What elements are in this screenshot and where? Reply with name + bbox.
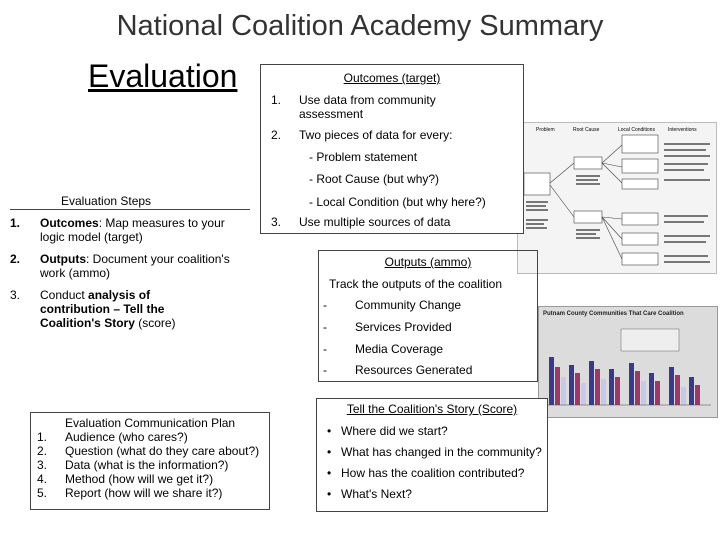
- outcomes-num-3: 3.: [271, 215, 282, 229]
- story-bullet-2: •: [327, 445, 332, 459]
- outputs-item-media-coverage: Media Coverage: [355, 342, 444, 356]
- diagram-flow: [518, 123, 716, 273]
- story-item-1: Where did we start?: [341, 424, 448, 438]
- comm-plan-item-1: Audience (who cares?): [65, 430, 188, 444]
- outputs-dash-3: -: [323, 342, 327, 356]
- comm-plan-item-2: Question (what do they care about?): [65, 444, 260, 458]
- page-title: National Coalition Academy Summary: [116, 10, 604, 42]
- outcomes-subitem-local-condition: - Local Condition (but why here?): [309, 195, 486, 209]
- outputs-item-community-change: Community Change: [355, 298, 462, 312]
- steps-item-2-bold: Outputs: [40, 252, 86, 266]
- steps-num-1: 1.: [10, 216, 21, 230]
- diagram-col-root-cause: Root Cause: [573, 127, 600, 133]
- comm-plan-header: Evaluation Communication Plan: [65, 416, 236, 430]
- story-header: Tell the Coalition's Story (Score): [346, 402, 518, 416]
- diagram-col-interventions: Interventions: [668, 127, 697, 133]
- steps-item-3-bold: analysis of contribution – Tell the Coalition's Story: [40, 288, 165, 330]
- steps-item-1: [40, 216, 250, 244]
- comm-plan-item-5: Report (how will we share it?): [65, 486, 223, 500]
- steps-item-1-bold: Outcomes: [40, 216, 99, 230]
- outputs-intro: Track the outputs of the coalition: [329, 277, 502, 291]
- outputs-dash-2: -: [323, 320, 327, 334]
- outcomes-item-1: Use data from community assessment: [299, 93, 436, 121]
- outputs-header: Outputs (ammo): [384, 255, 472, 269]
- steps-item-1-text: : Map measures to your logic model (target): [40, 216, 225, 244]
- story-item-2: What has changed in the community?: [341, 445, 542, 459]
- story-box: [316, 398, 548, 512]
- outcomes-subitem-problem: - Problem statement: [309, 150, 418, 164]
- outputs-item-services-provided: Services Provided: [355, 320, 452, 334]
- outputs-box: [318, 250, 538, 382]
- steps-num-3: 3.: [10, 288, 21, 302]
- steps-item-3-pre: Conduct: [40, 288, 89, 302]
- outputs-item-resources-generated: Resources Generated: [355, 363, 473, 377]
- story-item-4: What's Next?: [341, 487, 412, 501]
- comm-plan-num-4: 4.: [37, 472, 48, 486]
- diagram-col-local-conditions: Local Conditions: [618, 127, 655, 133]
- comm-plan-item-3: Data (what is the information?): [65, 458, 229, 472]
- outcomes-subitem-root-cause: - Root Cause (but why?): [309, 172, 440, 186]
- chart-thumbnail-title: Putnam County Communities That Care Coalition: [543, 311, 684, 317]
- comm-plan-num-1: 1.: [37, 430, 48, 444]
- evaluation-heading: Evaluation: [88, 58, 238, 94]
- steps-num-2: 2.: [10, 252, 21, 266]
- outputs-dash-4: -: [323, 363, 327, 377]
- steps-item-3-text: (score): [134, 316, 176, 330]
- comm-plan-num-5: 5.: [37, 486, 48, 500]
- story-bullet-3: •: [327, 466, 332, 480]
- comm-plan-num-3: 3.: [37, 458, 48, 472]
- story-bullet-1: •: [327, 424, 332, 438]
- outcomes-num-2: 2.: [271, 128, 282, 142]
- outcomes-item-2: Two pieces of data for every:: [299, 128, 453, 142]
- outcomes-header: Outcomes (target): [343, 71, 441, 85]
- coalition-chart-thumbnail: [538, 306, 718, 418]
- logic-model-diagram: [517, 122, 717, 274]
- steps-item-3: [40, 288, 210, 330]
- outcomes-box: [260, 64, 524, 234]
- story-bullet-4: •: [327, 487, 332, 501]
- diagram-col-problem: Problem: [536, 127, 555, 133]
- evaluation-steps-header: Evaluation Steps: [61, 194, 152, 208]
- steps-item-2-text: : Document your coalition's work (ammo): [40, 252, 230, 280]
- outcomes-item-3: Use multiple sources of data: [299, 215, 451, 229]
- comm-plan-box: [30, 412, 270, 510]
- outputs-dash-1: -: [323, 298, 327, 312]
- chart-thumbnail-bars: [539, 307, 717, 417]
- steps-item-2: [40, 252, 240, 280]
- evaluation-steps-divider: [10, 209, 250, 210]
- outcomes-num-1: 1.: [271, 93, 282, 107]
- story-item-3: How has the coalition contributed?: [341, 466, 525, 480]
- comm-plan-num-2: 2.: [37, 444, 48, 458]
- comm-plan-item-4: Method (how will we get it?): [65, 472, 214, 486]
